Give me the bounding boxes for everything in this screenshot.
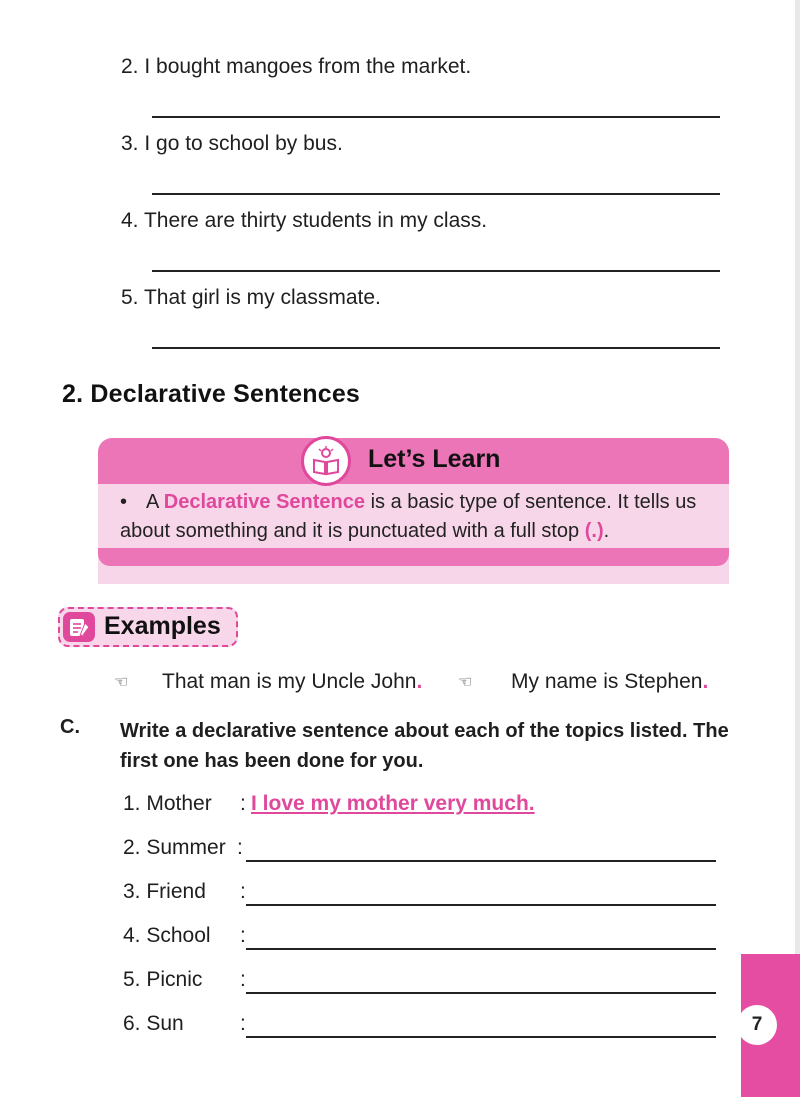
- answer-line-5[interactable]: [152, 347, 720, 349]
- term-highlight: Declarative Sentence: [163, 491, 366, 513]
- lets-learn-box: [98, 438, 729, 566]
- exercise-label: C.: [60, 716, 80, 738]
- lets-learn-title: Let’s Learn: [368, 445, 501, 473]
- answer-line-topic-4[interactable]: [246, 948, 716, 950]
- colon-2: :: [237, 836, 243, 859]
- bullet: •: [120, 491, 128, 513]
- pointing-hand-icon: ☜: [114, 674, 129, 691]
- answer-line-topic-5[interactable]: [246, 992, 716, 994]
- answer-line-topic-2[interactable]: [246, 860, 716, 862]
- pointing-hand-icon: ☜: [458, 674, 473, 691]
- answer-line-4[interactable]: [152, 270, 720, 272]
- lets-learn-footer: [98, 548, 729, 566]
- exercise-instruction: Write a declarative sentence about each of the topics listed. The first one has been done for you.: [120, 720, 729, 772]
- example-2: [511, 670, 708, 694]
- colon-5: :: [240, 968, 246, 991]
- examples-title: Examples: [104, 612, 221, 640]
- section-title: 2. Declarative Sentences: [62, 380, 361, 408]
- text-before: A: [146, 491, 164, 513]
- topic-6: 6. Sun: [123, 1012, 184, 1035]
- topic-1: 1. Mother: [123, 792, 212, 815]
- colon-4: :: [240, 924, 246, 947]
- text-end: .: [603, 520, 610, 542]
- full-stop-symbol: (.): [584, 520, 604, 542]
- topic-5: 5. Picnic: [123, 968, 203, 991]
- colon-1: :: [240, 792, 246, 815]
- example-2-text: My name is Stephen: [511, 670, 703, 693]
- colon-6: :: [240, 1012, 246, 1035]
- text-after: is a basic type of sentence. It tells us about something and it is punctuated with a full stop: [120, 491, 697, 542]
- question-3: 3. I go to school by bus.: [121, 132, 343, 155]
- topic-3: 3. Friend: [123, 880, 206, 903]
- topic-4: 4. School: [123, 924, 211, 947]
- example-2-stop: .: [702, 670, 709, 693]
- example-1-text: That man is my Uncle John: [162, 670, 417, 693]
- example-1-stop: .: [416, 670, 423, 693]
- examples-tag: [58, 607, 238, 647]
- answer-1: I love my mother very much.: [251, 792, 535, 815]
- page-edge: [795, 0, 800, 954]
- question-5: 5. That girl is my classmate.: [121, 286, 381, 309]
- answer-line-3[interactable]: [152, 193, 720, 195]
- book-lightbulb-icon: [301, 436, 351, 486]
- example-1: [162, 670, 422, 694]
- answer-line-topic-3[interactable]: [246, 904, 716, 906]
- question-2: 2. I bought mangoes from the market.: [121, 55, 472, 78]
- lets-learn-text: [120, 488, 720, 546]
- page-tab: [741, 954, 800, 1097]
- question-4: 4. There are thirty students in my class.: [121, 209, 488, 232]
- colon-3: :: [240, 880, 246, 903]
- answer-line-topic-6[interactable]: [246, 1036, 716, 1038]
- topic-2: 2. Summer: [123, 836, 226, 859]
- answer-line-2[interactable]: [152, 116, 720, 118]
- notepad-pencil-icon: [63, 612, 95, 642]
- page-number: 7: [737, 1005, 777, 1045]
